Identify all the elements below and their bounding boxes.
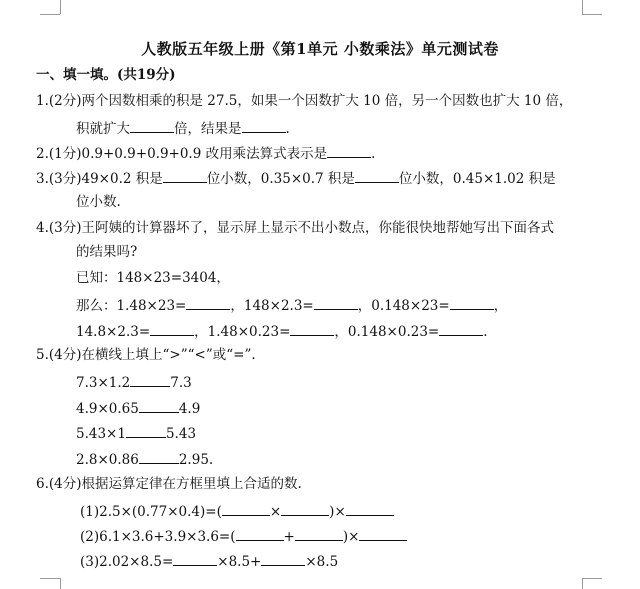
section-heading: 一、填一填。(共19分) (36, 67, 176, 83)
q4-row1-text-c: ，0.148×23= (357, 298, 450, 314)
q4-row2-text-c: ，0.148×0.23= (334, 324, 440, 340)
q5-item (76, 398, 200, 418)
q5-item-right: 4.9 (178, 401, 201, 417)
question-1-line-2 (76, 118, 290, 138)
q5-item-right: 7.3 (170, 375, 192, 391)
crop-mark-br-h (582, 578, 602, 579)
q6-p1-text-c: )× (329, 504, 346, 520)
question-5-heading: 5.(4分)在横线上填上“>”“<”或“=”. (36, 347, 256, 363)
crop-mark-tl-v (60, 0, 61, 14)
q1-blank-2[interactable] (242, 118, 286, 133)
q6-p3-text-a: (3)2.02×8.5= (80, 554, 174, 570)
q4-blank-1[interactable] (186, 295, 230, 310)
q3-blank-2[interactable] (355, 168, 399, 183)
q3-text-b: 位小数，0.35×0.7 积是 (206, 171, 355, 187)
q6-part-1 (80, 501, 394, 521)
crop-mark-tl-h (40, 14, 60, 15)
q6-p2-text-b: + (283, 529, 295, 545)
q6-p2-blank-1[interactable] (236, 526, 284, 541)
q1-blank-1[interactable] (130, 118, 174, 133)
q4-blank-5[interactable] (290, 321, 334, 336)
q4-blank-3[interactable] (450, 295, 494, 310)
q4-row2-text-a: 14.8×2.3= (76, 324, 151, 340)
question-3-line-1 (36, 168, 556, 188)
q4-row1-text-b: ，148×2.3= (230, 298, 314, 314)
q4-blank-2[interactable] (314, 295, 358, 310)
q6-p3-text-b: ×8.5+ (217, 554, 262, 570)
q6-p2-blank-3[interactable] (359, 526, 407, 541)
q5-blank[interactable] (130, 372, 170, 387)
question-3-line-2: 位小数. (76, 194, 121, 210)
question-2 (36, 143, 375, 163)
q5-item-left: 4.9×0.65 (76, 401, 139, 417)
q1-text-b: 倍，结果是 (174, 121, 242, 137)
q6-p2-text-a: (2)6.1×3.6+3.9×3.6=( (80, 529, 236, 545)
q4-row1-text-a: 那么：1.48×23= (76, 298, 187, 314)
q4-row2-text-b: ，1.48×0.23= (194, 324, 291, 340)
q2-text-b: . (371, 146, 376, 162)
q6-p3-blank-1[interactable] (173, 551, 217, 566)
question-4-given: 已知：148×23=3404， (76, 270, 230, 286)
q5-item-left: 5.43×1 (76, 426, 126, 442)
q6-p1-blank-1[interactable] (222, 501, 270, 516)
q5-item-left: 7.3×1.2 (76, 375, 131, 391)
q6-p2-text-c: )× (342, 529, 360, 545)
q5-blank[interactable] (139, 449, 179, 464)
q3-blank-1[interactable] (163, 168, 207, 183)
q3-text-a: 3.(3分)49×0.2 积是 (36, 171, 163, 187)
question-4-row-1 (76, 295, 507, 315)
crop-mark-bl-v (60, 578, 61, 589)
q3-text-c: 位小数，0.45×1.02 积是 (398, 171, 556, 187)
q6-p3-text-c: ×8.5 (305, 554, 339, 570)
q6-p1-blank-2[interactable] (281, 501, 329, 516)
q4-row1-text-d: ， (493, 298, 508, 314)
q1-text-c: . (285, 121, 290, 137)
question-4-row-2 (76, 321, 488, 341)
q1-text-a: 积就扩大 (76, 121, 130, 137)
q6-p3-blank-2[interactable] (261, 551, 305, 566)
q4-blank-6[interactable] (439, 321, 483, 336)
q5-item-right: 5.43 (165, 426, 197, 442)
crop-mark-tr-v (582, 0, 583, 14)
worksheet-title: 人教版五年级上册《第1单元 小数乘法》单元测试卷 (141, 40, 499, 58)
q6-part-2 (80, 526, 407, 546)
q5-item (76, 449, 213, 469)
q5-item (76, 423, 196, 443)
q6-p1-text-a: (1)2.5×(0.77×0.4)=( (80, 504, 222, 520)
q6-part-3 (80, 551, 338, 571)
q2-blank[interactable] (327, 143, 371, 158)
q5-blank[interactable] (139, 398, 179, 413)
q6-p2-blank-2[interactable] (295, 526, 343, 541)
crop-mark-br-v (582, 578, 583, 589)
q5-blank[interactable] (126, 423, 166, 438)
q6-p1-text-b: × (269, 504, 282, 520)
question-4-line-1: 4.(3分)王阿姨的计算器坏了，显示屏上显示不出小数点，你能很快地帮她写出下面各式 (36, 220, 555, 236)
crop-mark-tr-h (582, 14, 602, 15)
question-1-line-1: 1.(2分)两个因数相乘的积是 27.5，如果一个因数扩大 10 倍，另一个因数也扩大 10 倍， (36, 93, 573, 109)
q6-p1-blank-3[interactable] (346, 501, 394, 516)
question-6-heading: 6.(4分)根据运算定律在方框里填上合适的数. (36, 476, 302, 492)
q4-blank-4[interactable] (150, 321, 194, 336)
crop-mark-bl-h (40, 578, 60, 579)
question-4-line-2: 的结果吗? (76, 244, 138, 260)
q5-item-right: 2.95. (178, 452, 214, 468)
q2-text-a: 2.(1分)0.9+0.9+0.9+0.9 改用乘法算式表示是 (36, 146, 328, 162)
q4-row2-text-d: . (483, 324, 488, 340)
q5-item-left: 2.8×0.86 (76, 452, 139, 468)
q5-item (76, 372, 192, 392)
